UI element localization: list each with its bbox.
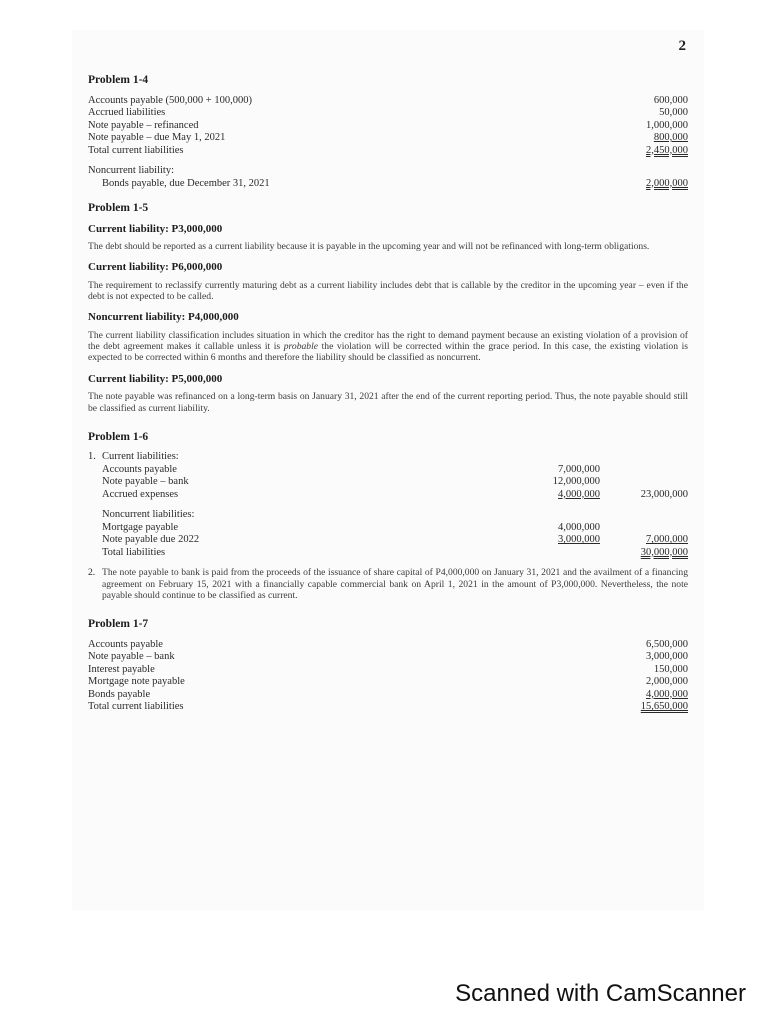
section-paragraph: The note payable was refinanced on a long-term basis on January 31, 2021 after the end of the current reporting period. Thus, the note payable should still be classified as current liability. bbox=[88, 391, 688, 414]
row-label: Mortgage note payable bbox=[88, 676, 185, 688]
problem-1-7-table bbox=[88, 639, 688, 714]
row-label: Note payable – bank bbox=[88, 651, 175, 663]
section-heading: Current liability: P6,000,000 bbox=[88, 261, 223, 274]
row-amount: 2,450,000 bbox=[646, 144, 688, 156]
row-label: Interest payable bbox=[88, 663, 155, 675]
table-row bbox=[88, 522, 688, 535]
row-label: Note payable – refinanced bbox=[88, 119, 199, 131]
row-amount: 6,500,000 bbox=[646, 638, 688, 650]
paragraph-emphasis: probable bbox=[283, 341, 319, 353]
problem-1-6-title: Problem 1-6 bbox=[88, 430, 149, 443]
table-row bbox=[88, 464, 688, 477]
row-label: Total liabilities bbox=[102, 546, 166, 558]
scanned-page bbox=[72, 30, 704, 910]
problem-1-5-title: Problem 1-5 bbox=[88, 202, 149, 214]
table-row bbox=[88, 689, 688, 702]
row-label: Accrued liabilities bbox=[88, 107, 166, 118]
table-row bbox=[88, 547, 688, 560]
row-label: Accrued expenses bbox=[102, 488, 179, 500]
row-label: Total current liabilities bbox=[88, 701, 184, 713]
page-content bbox=[88, 74, 688, 714]
row-amount: 2,000,000 bbox=[646, 177, 688, 189]
paragraph-text: The current liability classification includes situation in which the creditor has the right to demand payment because an existing violation of a provision of the debt agreement makes it callable unless it is bbox=[88, 329, 688, 353]
row-amount: 7,000,000 bbox=[558, 463, 600, 475]
current-label: Current liabilities: bbox=[102, 451, 179, 463]
table-row bbox=[88, 676, 688, 689]
table-row bbox=[88, 107, 688, 120]
problem-1-4-table bbox=[88, 95, 688, 191]
table-row bbox=[88, 651, 688, 664]
row-label: Note payable due 2022 bbox=[102, 534, 200, 546]
row-total: 23,000,000 bbox=[640, 488, 688, 500]
table-row bbox=[88, 451, 688, 464]
section-paragraph: The requirement to reclassify currently maturing debt as a current liability includes debt that is callable by the creditor in the upcoming year – even if the debt is not expected to be called. bbox=[88, 279, 688, 303]
row-label: Note payable – due May 1, 2021 bbox=[88, 132, 226, 143]
table-row bbox=[88, 95, 688, 108]
row-amount: 3,000,000 bbox=[558, 534, 600, 546]
row-amount: 4,000,000 bbox=[558, 521, 600, 533]
list-item bbox=[88, 567, 688, 610]
list-number: 2. bbox=[88, 567, 96, 579]
table-row bbox=[88, 701, 688, 714]
noncurrent-label: Noncurrent liability: bbox=[88, 165, 175, 176]
table-row bbox=[88, 509, 688, 522]
row-label: Accounts payable bbox=[102, 463, 177, 475]
noncurrent-label: Noncurrent liabilities: bbox=[102, 509, 195, 521]
row-amount: 4,000,000 bbox=[558, 488, 600, 500]
table-row bbox=[88, 664, 688, 677]
page-number: 2 bbox=[678, 38, 686, 54]
row-amount: 600,000 bbox=[653, 94, 688, 106]
table-row bbox=[88, 178, 688, 191]
problem-1-7-title: Problem 1-7 bbox=[88, 618, 149, 631]
row-label: Mortgage payable bbox=[102, 521, 179, 533]
row-amount: 150,000 bbox=[653, 663, 688, 675]
table-row bbox=[88, 639, 688, 652]
section-paragraph bbox=[88, 330, 688, 364]
row-amount: 50,000 bbox=[659, 107, 688, 118]
camscanner-watermark: Scanned with CamScanner bbox=[455, 980, 746, 1007]
row-label: Accounts payable bbox=[88, 638, 163, 650]
section-heading: Current liability: P5,000,000 bbox=[88, 372, 223, 385]
row-amount: 1,000,000 bbox=[646, 119, 688, 131]
row-amount: 2,000,000 bbox=[646, 676, 688, 688]
section-heading: Current liability: P3,000,000 bbox=[88, 222, 223, 235]
problem-1-6-table bbox=[88, 451, 688, 559]
row-amount: 4,000,000 bbox=[646, 688, 688, 700]
paragraph-text: the violation will be corrected within the grace period. In this case, the existing violation is expected to be corrected within 6 months and therefore the liability should be classified as noncurrent. bbox=[88, 341, 688, 364]
row-label: Bonds payable bbox=[88, 688, 151, 700]
row-label: Accounts payable (500,000 + 100,000) bbox=[88, 94, 252, 106]
list-number: 1. bbox=[88, 451, 96, 463]
row-label: Total current liabilities bbox=[88, 144, 184, 156]
section-heading: Noncurrent liability: P4,000,000 bbox=[88, 311, 239, 324]
table-row bbox=[88, 132, 688, 145]
table-row bbox=[88, 476, 688, 489]
table-row bbox=[88, 534, 688, 547]
row-amount: 15,650,000 bbox=[640, 701, 688, 713]
row-total: 7,000,000 bbox=[646, 534, 688, 546]
row-amount: 800,000 bbox=[653, 132, 688, 143]
table-row bbox=[88, 489, 688, 502]
table-row bbox=[88, 145, 688, 158]
problem-1-4-title: Problem 1-4 bbox=[88, 74, 149, 86]
table-row bbox=[88, 165, 688, 178]
row-label: Note payable – bank bbox=[102, 476, 189, 488]
section-paragraph: The note payable to bank is paid from the proceeds of the issuance of share capital of P4,000,000 on January 31, 2021 and the availment of a financing agreement on February 15, 2021 with a financially capable commercial bank on April 1, 2021 in the amount of P3,000,000. Nevertheless, the note payable should continue to be classified as current. bbox=[102, 567, 688, 601]
row-total: 30,000,000 bbox=[640, 546, 688, 558]
row-amount: 12,000,000 bbox=[552, 476, 600, 488]
row-label: Bonds payable, due December 31, 2021 bbox=[102, 177, 270, 189]
section-paragraph: The debt should be reported as a current liability because it is payable in the upcoming year and will not be refinanced with long-term obligations. bbox=[88, 241, 650, 252]
row-amount: 3,000,000 bbox=[646, 651, 688, 663]
table-row bbox=[88, 120, 688, 133]
